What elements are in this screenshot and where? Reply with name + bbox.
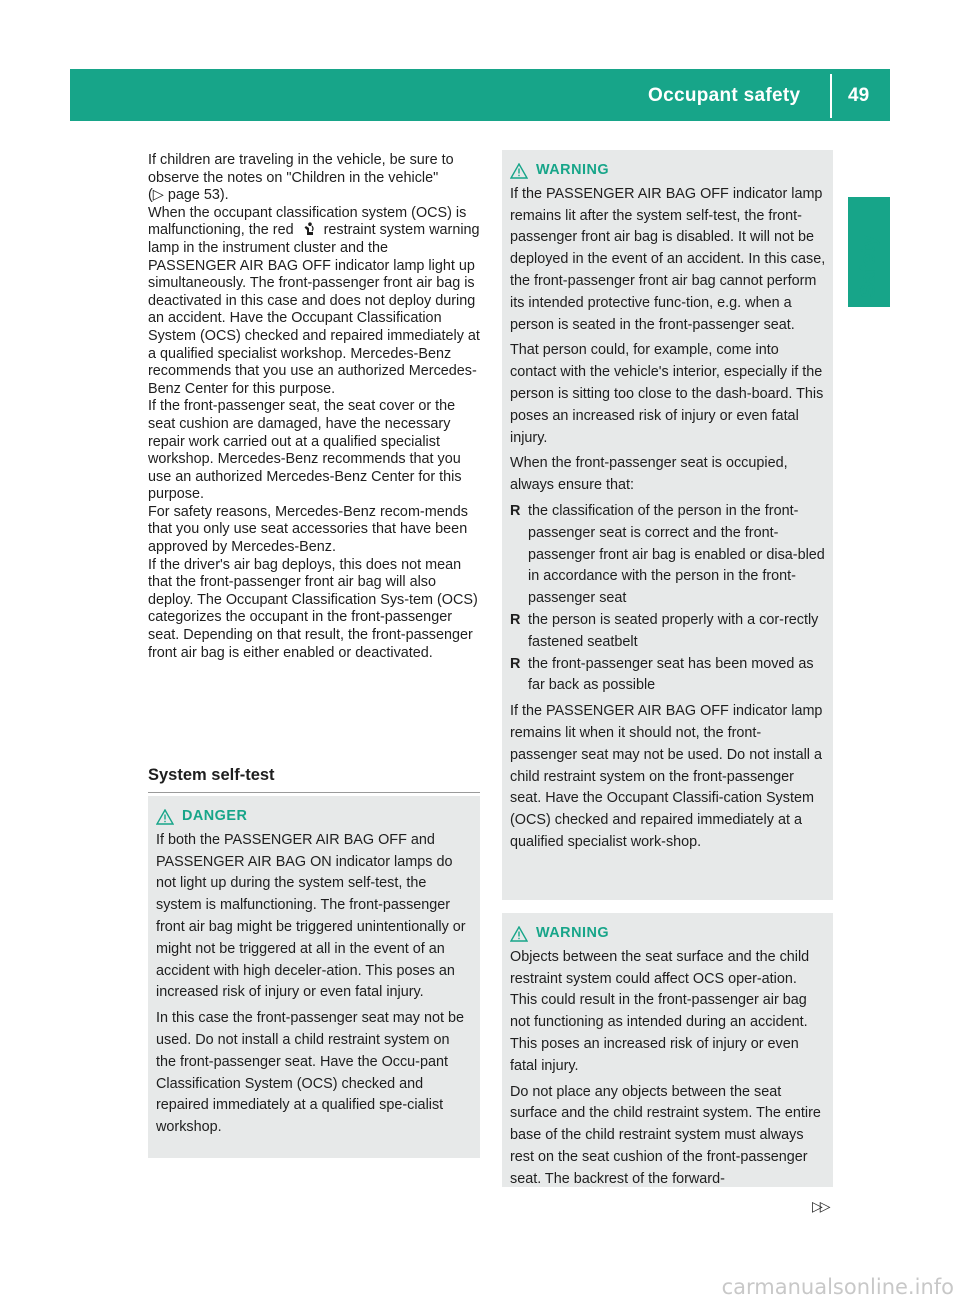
danger-title-text: DANGER xyxy=(182,808,248,824)
continue-arrow-icon: ▷▷ xyxy=(812,1198,828,1214)
bullet-list xyxy=(510,501,826,697)
bullet-mark: R xyxy=(510,655,521,672)
list-item xyxy=(510,654,826,698)
paragraph: If the driver's air bag deploys, this does not mean that the front-passenger front air bag will also deploy. The Occupant Classification Sys-tem (OCS) categorizes the occupant in the front-passenger seat. Depending on that result, the front-passenger front air bag is either enabled or deactivated. xyxy=(148,556,478,661)
warning-title-text: WARNING xyxy=(536,162,610,178)
list-item-text: the classification of the person in the front-passenger seat is correct and the front-passenger front air bag is enabled or disa-bled in accordance with the person in the front-passenger seat xyxy=(528,502,825,607)
warning-title-text: WARNING xyxy=(536,925,610,941)
bullet-mark: R xyxy=(510,611,521,628)
paragraph: That person could, for example, come into contact with the vehicle's interior, especially if the person is sitting too close to the dash-board. This poses an increased risk of injury or even fatal injury. xyxy=(510,342,824,446)
page-reference-link[interactable]: (▷ page 53). xyxy=(148,187,229,204)
paragraph: Do not place any objects between the seat surface and the child restraint system. The entire base of the child restraint system must always rest on the seat cushion of the front-passenger seat. The backrest of the forward- xyxy=(510,1083,821,1187)
warning-triangle-icon xyxy=(156,809,174,825)
paragraph: In this case the front-passenger seat may not be used. Do not install a child restraint system on the front-passenger seat. Have the Occu-pant Classification System (OCS) checked and repaired immediately at a qualified spe-cialist workshop. xyxy=(156,1010,464,1136)
bullet-mark: R xyxy=(510,502,521,519)
paragraph: If the PASSENGER AIR BAG OFF indicator lamp remains lit when it should not, the front-passenger seat may not be used. Do not install a child restraint system on the front-passenger seat. Have the Occupant Classifi-cation System (OCS) checked and repaired immediately at a qualified specialist work-shop. xyxy=(510,703,823,850)
list-item-text: the front-passenger seat has been moved as far back as possible xyxy=(528,655,814,694)
paragraph-text: When the occupant classification system (OCS) is malfunctioning, the red xyxy=(148,204,467,239)
paragraph-text: If children are traveling in the vehicle, be sure to observe the notes on "Children in the vehicle" xyxy=(148,152,454,186)
section-divider xyxy=(148,792,480,793)
list-item xyxy=(510,501,826,610)
paragraph: If the front-passenger seat, the seat cover or the seat cushion are damaged, have the necessary repair work carried out at a qualified specialist workshop. Mercedes-Benz recommends that you use an authorized Mercedes-Benz Center for this purpose. xyxy=(148,398,462,503)
paragraph: If the PASSENGER AIR BAG OFF indicator lamp remains lit after the system self-test, the front-passenger front air bag is disabled. It will not be deployed in the event of an accident. In this case, the front-passenger front air bag cannot perform its intended protective func-tion, e.g. when a person is seated in the front-passenger seat. xyxy=(510,185,826,333)
page-title: Occupant safety xyxy=(648,85,801,106)
paragraph-text: restraint system warning lamp in the instrument cluster and the PASSENGER AIR BAG OFF indicator lamp light up simultaneously. The front-passenger front air bag is deactivated in this case and does not deploy during an accident. Have the Occupant Classification System (OCS) checked and repaired immediately at a qualified specialist workshop. Mercedes-Benz recommends that you use an authorized Mercedes-Benz Center for this purpose. xyxy=(148,222,480,397)
warning-title xyxy=(510,923,826,945)
danger-box xyxy=(148,796,480,1158)
warning-triangle-icon xyxy=(510,163,528,179)
danger-title xyxy=(156,806,473,828)
warning-triangle-icon xyxy=(510,926,528,942)
paragraph: When the front-passenger seat is occupied, always ensure that: xyxy=(510,455,788,494)
paragraph: For safety reasons, Mercedes-Benz recom-mends that you only use seat accessories that have been approved by Mercedes-Benz. xyxy=(148,503,468,556)
section-heading: System self-test xyxy=(148,766,275,784)
list-item-text: the person is seated properly with a cor-rectly fastened seatbelt xyxy=(528,611,819,650)
header-divider xyxy=(830,74,832,118)
paragraph: Objects between the seat surface and the child restraint system could affect OCS oper-ation. This could result in the front-passenger air bag not functioning as intended during an accident. This poses an increased risk of injury or even fatal injury. xyxy=(510,948,810,1074)
restraint-system-warning-icon xyxy=(298,222,320,236)
page-number: 49 xyxy=(848,85,870,106)
side-tab-label: Safety xyxy=(857,234,880,298)
watermark: carmanualsonline.info xyxy=(721,1275,954,1299)
paragraph: If both the PASSENGER AIR BAG OFF and PASSENGER AIR BAG ON indicator lamps do not light up during the system self-test, the system is malfunctioning. The front-passenger front air bag might be triggered unintentionally or might not be triggered at all in the event of an accident with high deceler-ation. This poses an increased risk of injury or even fatal injury. xyxy=(156,831,466,1001)
warning-box xyxy=(502,913,833,1187)
paragraph xyxy=(148,152,480,205)
left-column xyxy=(148,152,480,662)
paragraph xyxy=(148,205,480,399)
warning-box xyxy=(502,150,833,900)
list-item xyxy=(510,610,826,654)
warning-title xyxy=(510,160,826,182)
